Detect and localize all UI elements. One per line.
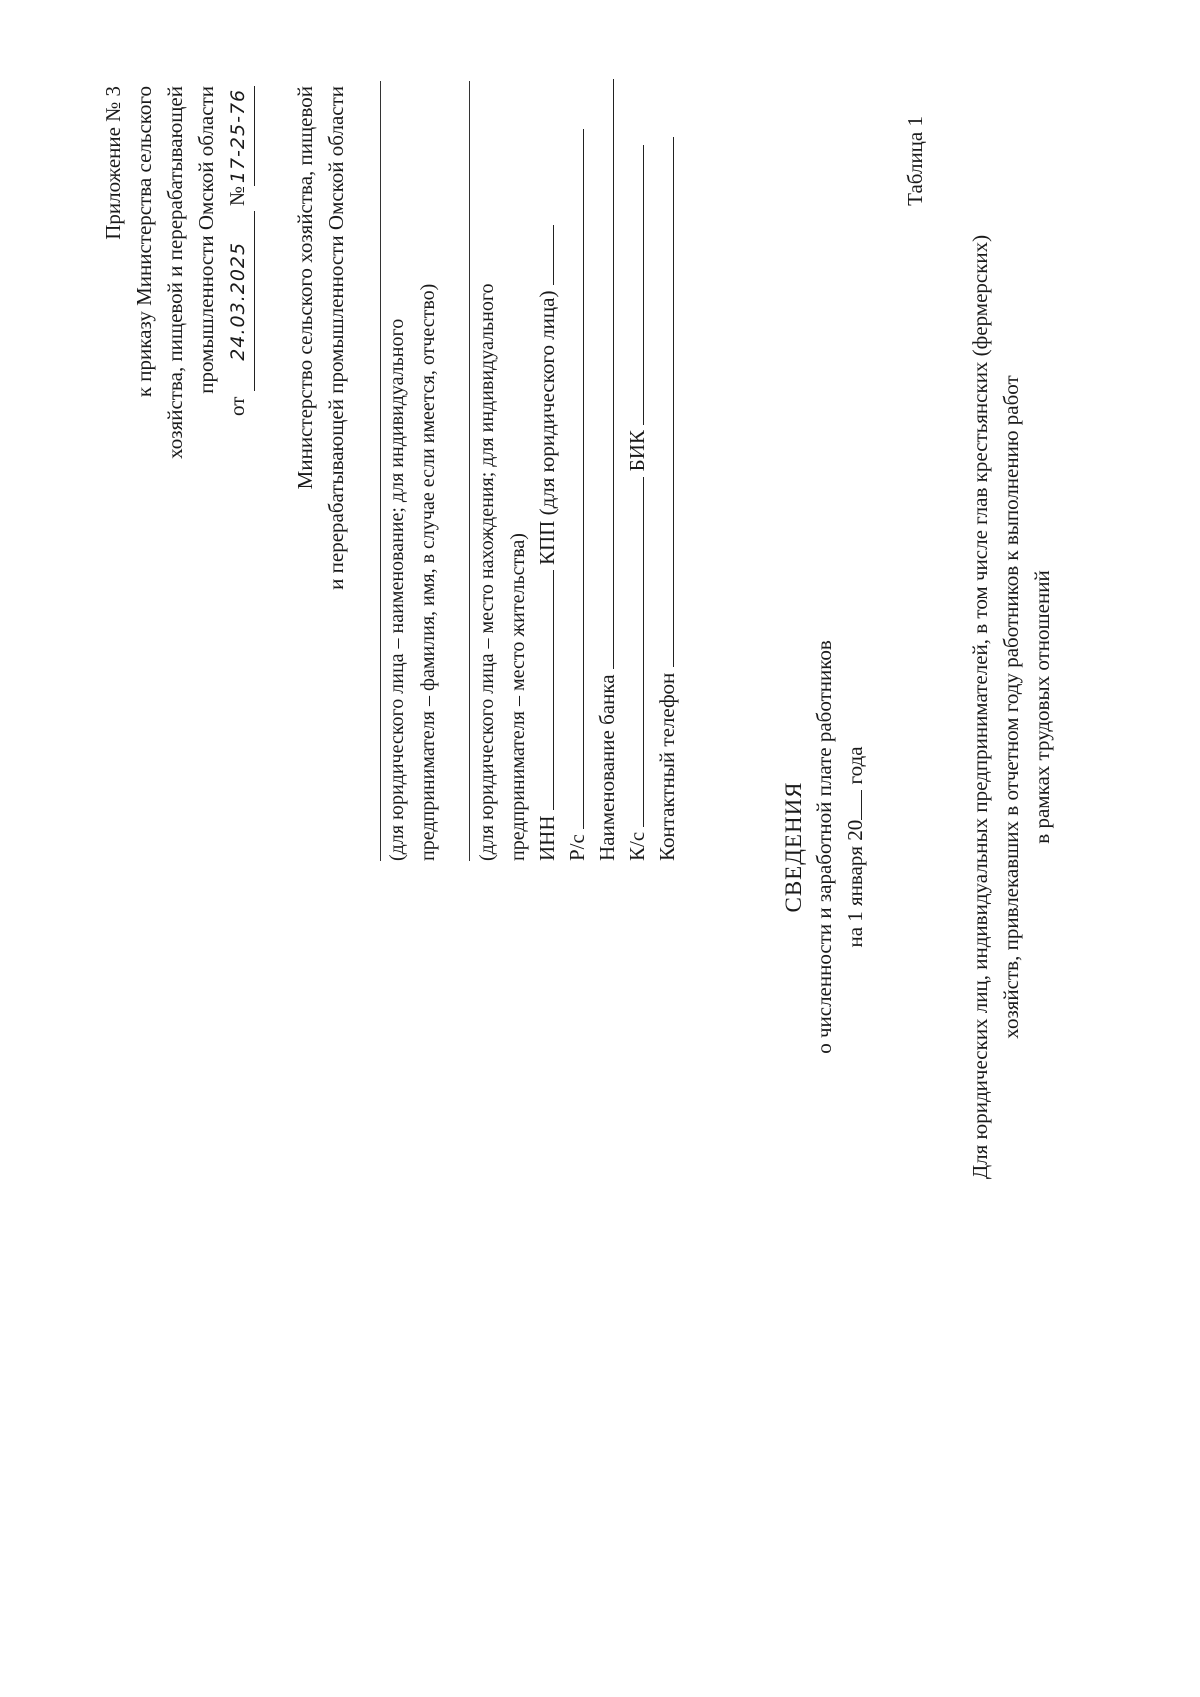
recipient-line-2: и перерабатывающей промышленности Омской области <box>324 86 348 590</box>
applicant-name-hint <box>382 61 444 861</box>
ks-field[interactable] <box>623 477 644 827</box>
bik-label: БИК <box>625 430 649 472</box>
table-label: Таблица 1 <box>903 116 927 206</box>
heading-date-line <box>840 497 871 1197</box>
heading-date-prefix: на 1 января 20 <box>843 819 867 948</box>
bank-field[interactable] <box>593 79 614 669</box>
description-block <box>965 17 1058 1397</box>
phone-label: Контактный телефон <box>655 672 679 861</box>
description-line-1: Для юридических лиц, индивидуальных предпринимателей, в том числе глав крестьянских (фермерских) <box>968 234 992 1180</box>
phone-field[interactable] <box>653 137 674 667</box>
phone-row <box>652 137 683 861</box>
handwritten-number: 17-25-76 <box>223 86 255 186</box>
bank-label: Наименование банка <box>595 674 619 861</box>
kpp-field[interactable] <box>533 225 554 285</box>
applicant-name-hint-line-1: (для юридического лица – наименование; для индивидуального <box>386 318 408 861</box>
applicant-address-hint <box>472 61 534 861</box>
rs-label: Р/с <box>565 834 589 861</box>
appendix-ministry-line: хозяйства, пищевой и перерабатывающей <box>163 86 187 459</box>
ks-label: К/с <box>625 831 649 861</box>
bik-field[interactable] <box>623 145 644 425</box>
applicant-address-hint-line-2: предпринимателя – место жительства) <box>507 533 529 861</box>
from-label: от <box>225 396 249 416</box>
appendix-block <box>98 86 255 786</box>
applicant-name-hint-line-2: предпринимателя – фамилия, имя, в случае если имеется, отчество) <box>417 283 439 861</box>
handwritten-date: 24.03.2025 <box>223 211 255 391</box>
number-label: № <box>225 186 249 207</box>
rs-row <box>562 129 593 861</box>
rs-field[interactable] <box>563 129 584 829</box>
year-field[interactable] <box>843 790 862 820</box>
inn-kpp-row <box>532 225 563 861</box>
appendix-date-line <box>222 86 255 786</box>
kpp-label: КПП (для юридического лица) <box>535 290 559 565</box>
heading-title: СВЕДЕНИЯ <box>781 781 806 913</box>
bank-row <box>592 79 623 861</box>
heading-subtitle: о численности и заработной плате работников <box>812 640 836 1054</box>
description-line-3: в рамках трудовых отношений <box>1030 570 1054 844</box>
inn-label: ИНН <box>535 815 559 861</box>
heading-date-suffix: года <box>843 746 867 785</box>
applicant-name-rule <box>380 81 381 861</box>
recipient-line-1: Министерство сельского хозяйства, пищевой <box>293 86 317 490</box>
appendix-number: Приложение № 3 <box>101 86 125 240</box>
description-line-2: хозяйств, привлекавших в отчетном году работников к выполнению работ <box>999 375 1023 1039</box>
inn-field[interactable] <box>533 570 554 810</box>
ks-bik-row <box>622 145 653 861</box>
appendix-order-line: к приказу Министерства сельского <box>132 86 156 398</box>
heading-block <box>778 497 871 1197</box>
appendix-region-line: промышленности Омской области <box>194 86 218 394</box>
applicant-address-hint-line-1: (для юридического лица – место нахождения; для индивидуального <box>476 283 498 861</box>
applicant-address-rule <box>469 81 470 861</box>
recipient-block <box>290 86 352 846</box>
